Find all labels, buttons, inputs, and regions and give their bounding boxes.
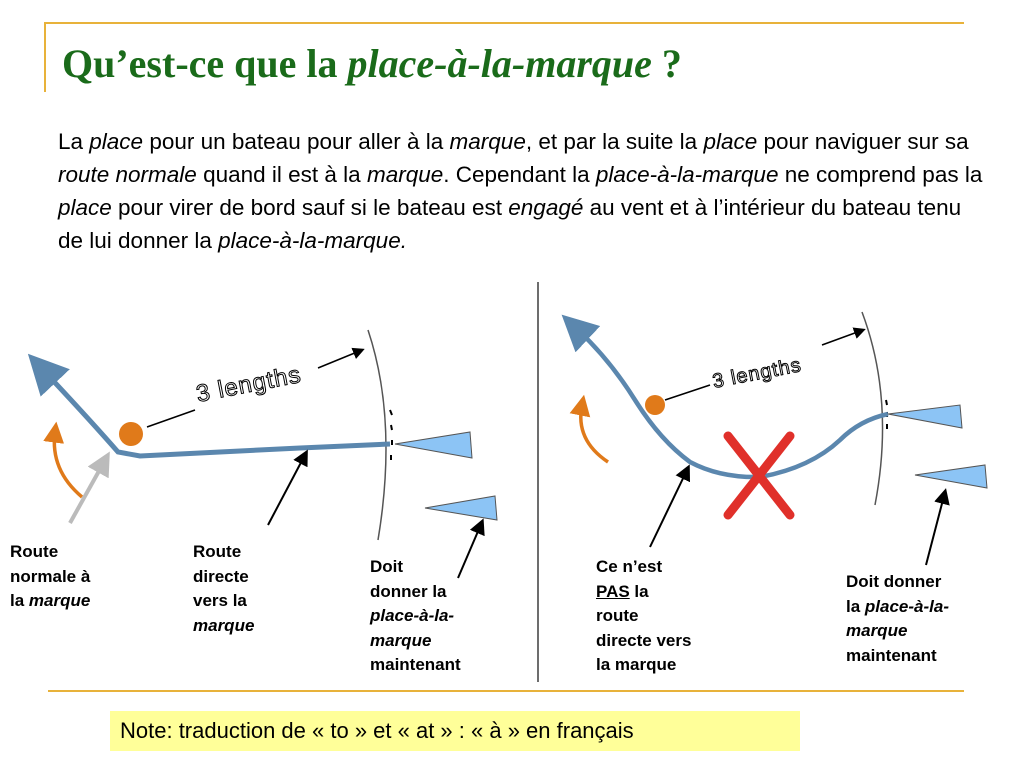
right-boat-2 [915, 465, 987, 488]
left-diagram [45, 330, 497, 578]
left-boat-1 [395, 432, 472, 458]
explanation-paragraph: La place pour un bateau pour aller à la marque, et par la suite la place pour naviguer sur sa route normale quand il est à la marque. Cependant la place-à-la-marque ne comprend pas la place pour virer de bord sauf si le bateau est engagé au vent et à l’intérieur du bateau tenu de lui donner la place-à-la-marque. [58, 129, 983, 253]
left-distance-arrow [318, 350, 362, 368]
label-pas-route-directe: Ce n’est PAS la route directe vers la marque [596, 557, 692, 674]
page-title: Qu’est-ce que la place-à-la-marque ? [62, 41, 682, 86]
right-distance-label: 3 lengths [710, 354, 804, 393]
label-doit-donner-left: Doit donner la place-à-la- marque maintenant [370, 557, 461, 674]
right-orange-curve-arrow [581, 405, 608, 462]
left-pointer-doit-donner [458, 522, 482, 578]
right-boat-1 [888, 405, 962, 428]
left-boat-2 [425, 496, 497, 520]
label-route-directe: Route directe vers la marque [193, 542, 255, 635]
left-mark-buoy [119, 422, 143, 446]
right-track-line [578, 330, 888, 477]
right-pointer-doit-donner [926, 492, 945, 565]
left-mark-circle-arc [368, 330, 386, 540]
right-mark-buoy [645, 395, 665, 415]
left-pointer-route-directe [268, 453, 306, 525]
translation-note: Note: traduction de « to » et « at » : « à » en français [110, 711, 800, 751]
right-pointer-pas-route [650, 468, 688, 547]
label-route-normale: Route normale à la marque [10, 542, 91, 610]
bottom-divider [48, 690, 964, 692]
right-distance-arrow [822, 330, 863, 345]
left-distance-label: 3 lengths [193, 361, 304, 408]
right-mark-circle-arc [862, 312, 883, 505]
left-distance-leader [147, 410, 195, 427]
left-mark-circle-ticks [390, 410, 392, 460]
right-distance-leader [665, 385, 710, 400]
left-orange-curve-arrow [54, 432, 82, 497]
right-diagram [578, 312, 987, 565]
label-doit-donner-right: Doit donner la place-à-la- marque maintenant [846, 572, 949, 665]
